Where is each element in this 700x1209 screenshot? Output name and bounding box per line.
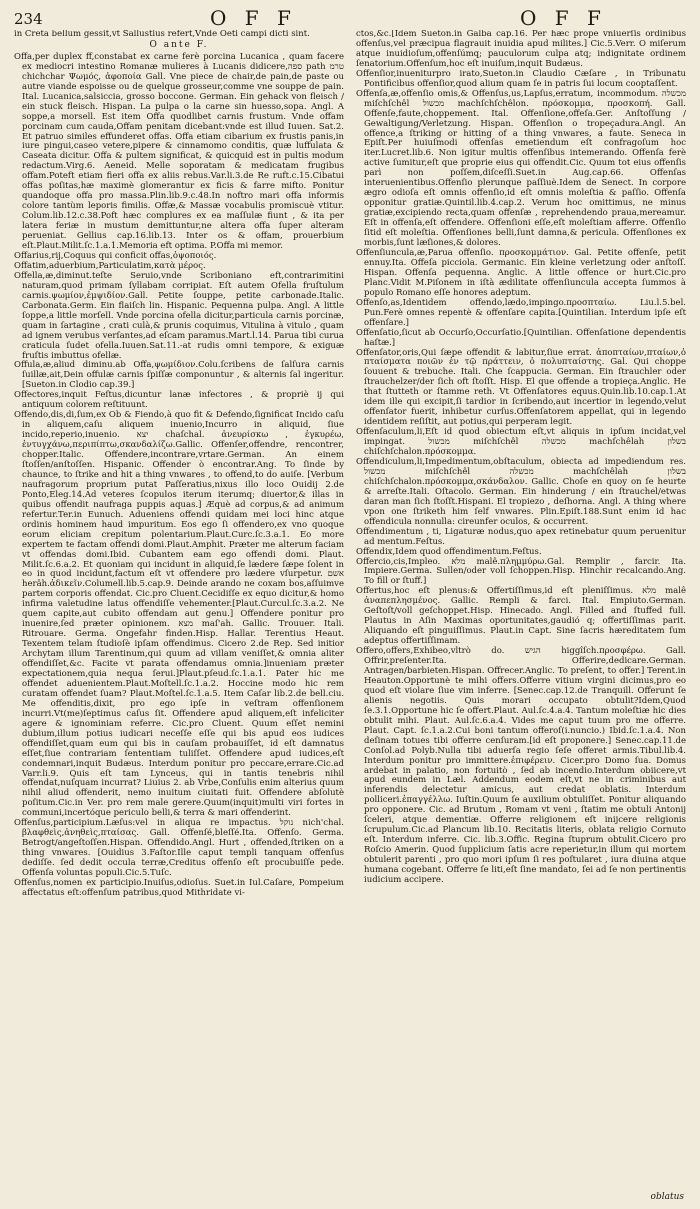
dictionary-entry: Offenſo,as,Identidem offendo,lædo,impingo.προσπταίω. Liu.l.5.bel. Pun.Ferè omnes repentè & offenſare capita.[Quintilian. Interdum ipſe eſt offenſare.] — [356, 297, 686, 328]
dictionary-entry: ctos,&c.[Idem Sueton.in Galba cap.16. Per hæc prope vniuerſis ordinibus offenſus,vel præcipua flagrauit inuidia apud milites.] Cic.5.Verr. O miſerum atque inuidioſum,offenſúmq; pauculorum culpa atq; indignitate ordinem ſenatorium.Offenſum,hoc eſt inuiſum,inquit Budæus. — [356, 30, 686, 69]
dictionary-entry: Offenſus,participium.Læſus:vel in aliqua re impactus. נוקל nich'chal. βλαφθεὶς,ἀνηθεὶς,πταίσας. Gall. Offenſé,bleſſé.Ita. Offenſo. Germa. Betrogt/angeſtoſſen.Hispan. Offendido.Angl. Hurt , offended,ſtriken on a thing vnwares. [Ouidius 3.Faſtor.Ille caput templi tanquam offenſus dediſſe. ſed dedit occula terræ,Creditus offenſo eſt procubuiſſe pede. Offenſa voluntas populi.Cic.5.Tuſc. — [14, 818, 344, 879]
dictionary-entry: Offenſiuncula,æ,Parua offenſio. προσκομμάτιον. Gal. Petite offenſe, petit ennuy.Ita. Offeſa picciola. Germanic. Ein kleine verletzung oder anſtoſſ. Hispan. Offenſa pequenna. Anglic. A little offence or hurt.Cic.pro Planc.Vidit M.Piſonem in iſtà ædilitate offenſiuncula accepta ſummos à populo Romano eſſe honores adeptum. — [356, 247, 686, 298]
dictionary-entry: Offarius,rij,Coquus qui conficit offas,ὁψοποιός. — [14, 250, 217, 261]
dictionary-entry: Offectores,inquit Feſtus,dicuntur lanæ infectores , & propriè ij qui antiquum colorem reſtituunt. — [14, 390, 344, 411]
dictionary-entry: Offertus,hoc eſt plenus:& Offertiſſimus,id eſt pleniſſimus. מלא malê ἀναπεπλησμένος. Gallic. Rempli & farci. Ital. Empiuto.German. Geſtoſt/voll geſchoppet.Hisp. Hinecado. Angl. Filled and ſtuffed full. Plautus in Aſin Maximas oportunitates,gaudió q; offertiſſimas parit. Aliquando eſt pinguiſſimus. Plaut.in Capt. Sine ſacris hæreditatem ſum adeptus offertiſſimam. — [356, 586, 686, 647]
dictionary-entry: Offenſus,nomen ex participio.Inuiſus,odioſus. Suet.in Iul.Caſare, Pompeium affectatus eſt:offenſum patribus,quod Mithridate vi- — [14, 878, 344, 898]
dictionary-entry: Offenſaculum,li,Eſt id quod obiectum eſt,vt aliquis in ipſum incidat,vel impingat. מכשול miſchſchêl מכשלה machſchêlah בשלון chiſchſchalon.πρόσκομμα. — [356, 427, 686, 458]
dictionary-entry: Offercio,cis,Impleo. מלא malê.πλημμύρω.Gal. Remplir , farcir. Ita. Impiere.Germa. Sullen/oder voll ſchoppen.Hisp. Hinchir recalcando.Ang. To fill or ſtuff.] — [356, 556, 686, 587]
dictionary-entry: Offa,per duplex ff,constabat ex carne ferè porcina Lucanica , quam facere ex mediocri intestino Romanæ mulieres à Lucanis didicere,ספה path טרמ chichchar Ψωμός, ἀφοποία Gall. Vne piece de chair,de pain,de paste ou autre viande espoisse ou de quelque grosseur,comme vne souppe de pain. Ital. Lucanica,salsiccia, grosso boccone. German. Ein gehack von fleisch / ein stuck fleisch. Hispan. La pulpa o la carne sin huesso,sopa. Angl. A soppe,a morsell. Est item Offa quodlibet carnis frustum. Vnde offam porcinam cum cauda,Offam penitam dicebant:vnde est illud Iuuen. Sat.2. Et patruo similes effunderet offas. Offa etiam cibarium ex frustis panis,in iure pingui,caseo vetere,pipere & cinnamomo conditis, quæ luffulata & Caseata dicitur. Offa & pultem significat, & quicquid est in pultis modum redactum.Virg.6. Aeneid. Melle soporatam & medicatam frugibus offam.Poteft etiam fieri offa ex aliis rebus.Var.li.3.de Re ruft.c.15.Cibatui offas poſitas,hæ maximè glomerantur ex ficis & farre mifto. Ponitur quandoque offa pro massa.Plin.lib.9.c.48.In noftro mari offa informis colore tantùm leporis fimilis. Offæ,& Massæ vocabulis promiscuè vtitur. Colum.lib.12.c.38.Poft hæc complures ex ea maſſulæ fiunt , & ita per latera feriæ in mustum demittuntur,ne altera offa ſuper alteram perueniat. Gellius cap.16.lib.13. Inter os & offam, prouerbium eſt.Plaut.Milit.ſc.1.a.1.Memoria eft optima. P.Offa mi memor. — [14, 51, 344, 252]
dictionary-entry: Offero,offers,Exhibeo,vltrò do. הגיש higgîſch.προσφέρω. Gall. Offrir,preſenter.Ita. Offerire,dedicare.German. Antragen/barbieten.Hispan. Offrecer.Anglic. To preſent, to offer.] Terent.in Heauton.Opportunè te mihi offers.Offerre vitium virgini dicimus,pro eo quod eſt violare ſiue vim inferre. [Senec.cap.12.de Tranquill. Offerunt ſe alienis negotiis. Quis morari occupato obtulit?Idem,Quod ſe.3.1.Opportune hic ſe offert.Plaut. Aul.ſc.4.a.4. Tantum moleſtiæ hic dies obtulit mihi. Plaut. Aul.ſc.6.a.4. Vides me caput tuum pro me offerre. Plaut. Capt. ſc.1.a.2.Cui boni tantum offeroſ(i.nuncio.) Ibid.ſc.1.a.4. Non deſinam totues tibi offerre cenſuram.[id eſt proponere.] Senec.cap.11.de Conſol.ad Polyb.Nulla tibi aduerſa regio ſeſe offeret armis.Tibul.lib.4. Interdum ponitur pro immittere.ἐπιφέρειν. Cicer.pro Domo ſua. Domus ardebat in palatio, non fortuitò , ſed ab incendio.Interdum obiicere,vt apud eundem in Læl. Addendum eodem eſt,vt ne in criminibus aut inferendis delectetur amicus, aut credat oblatis. Interdum polliceri.ἐπαγγέλλω. Iuſtin.Quum ſe auxilium obtuliſſet. Ponitur aliquando pro opponere. Cic. ad Brutum , Romam vt veni , ſtatim me obtuli Antonij ſceleri, atque dementiæ. Offerre religionem eſt inijcere religionis ſcrupulum.Cic.ad Plancum lib.10. Recitatis literis, oblata religio Cornuto eſt. Interdum inferre. Cic. lib.3.Offic. Regina ſtuprum obtulit.Cicero pro Roſcio Amerin. Quod ſupplicium ſatis acre reperietur,in illum qui mortem obtulerit parenti , pro quo mori ipſum ſi res poſtularet , iura diuina atque humana cogebant. Offerre ſe liti,eſt ſine mandato, ſei ad ſe non pertinentis iudicium accipere. — [356, 646, 686, 886]
dictionary-entry: Offenſa,æ,offenſio omis,& Offenſus,us,Lapſus,erratum, incommodum. מכשלה miſchſchêl מכשול machſchſchêlon. πρόσκομμα, προσκοπή. Gall. Offenſe,faute,choppement. Ital. Offenſione,offeſa.Ger. Anſtoſſung / Gewaltigung/Verletzung. Hispan. Offenſion o tropeçadura.Angl. An offence,a ſtriking or hitting of a thing vnwares, a faute. Seneca in Epiſt.Per huiuſmodi offenſas emetiendum eſt confragoſum hoc iter.Lucret.lib.6. Non igitur multis offenſibus intemerando. Offenſa ferè active ſumitur,eſt que proprie eius qui offendit.Cic. Quum tot eius offenſis parì non poſſem,diſceſſi.Suet.in Aug.cap.66. Offenſas interuenientibus.Offenſio plerunque paſſiuè.Idem de Senect. In corpore ægro odioſa eſt omnis offenſio,id eſt omnis moleſtia & paſſio. Offenſa opponitur gratiæ.Quintil.lib.4.cap.2. Verum hoc omittimus, ne minus gratiæ,excipiendo recta,quam offenſæ , reprehendendo praua,mereamur. Eſt in offenſa,eſt offendere. Offenſioni eſſe,eſt moleſtiam afferre. Offenſio ſitid eſt moleſtia. Offenſiones belli,ſunt damna,& pericula. Offenſiones ex morbis,ſunt læſiones,& dolores. — [356, 88, 686, 249]
dictionary-entry: Offendo,dis,di,ſum,ex Ob & Fiendo,à quo fit & Defendo,ſignificat Incido caſu in aliquem,caſu aliquem inuenio,Incurro in aliquid, ſiue incido,reperio,inuenio. יצא chaſchal. ἀνευρίσκω , ἐγκυρέω, ἐντυγχάνω,περιπίπτω,σκανδαλίζω.Gallic. Offenſer,offendre, rencontrer, chopper.Italic. Offendere,incontrare,vrtare.German. An einem ſtoſſen/anſtoſſen. Hispanic. Offender ò encontrar.Ang. To ſinde by chaunce, to ſtrike and hit a thing vnwares , to offend,to do auiſe. [Verbum naufragorum proprium putat Paſſeratius,nixus illo loco Ouidij 2.de Ponto,Eleg.14.Ad veteres ſcopulos iterum iterumq; diuertor,& illas in quibus offendit naufraga puppis aquas.] Æquè ad corpus,& ad animum refertur.Ter.in Eunuch. Adueniens offendi quidam mei loci hinc atque ordinis hominem haud impuritum. Eos ego ſi offendero,ex vno quoque eorum eliciam crepitum polentarium.Plaut.Curc.ſc.3.a.1. Eo more expertem te factam offendi domi.Plaut.Amphit. Præter me alterum faciam vt offendas domi.Ibid. Cubantem eam ego offendi domi. Plaut. Milit.ſc.6.a.2. Et quoniam qui incidunt in aliquid,ſe lædere ſæpe ſolent in eo in quod incidunt,factum eſt vt offendere pro lædere vſurpetur. אשם herâh.ἀδικεῖν.Columell.lib.5.cap.9. Deinde arando ne coxam bos,aſſuimve partem corporis offendat. Cic.pro Cluent.Cecidiſſe ex equo dicitur,& homo infirma valetudine latus offendiſſe vehementer.[Plaut.Curcul.ſc.3.a.2. Ne quem capite,aut cubito offendam aut genu.] Offendere ponitur pro inuenire,ſed præter opinionem. מצא maſ'ah. Gallic. Trouuer. Itali. Ritrouare. Germa. Ongefahr finden.Hisp. Hallar. Terentius Heaut. Texentem telam ſtudioſè ipſam offendimus. Cicero 2.de Rep. Sed initior Archytam illum Tarentinum,qui quum ad villam veniſſet,& omnia aliter offendiſſet,&c. Facite vt parata offendamus omnia.]inueniam præter expectationem,quia nequa ſerui.]Plaut.pſeud.ſc.1.a.1. Pater hic me offendet aduenientem.Plaut.Moſtell.ſc.1.a.2. Hoccine modo hic rem curatam offendet ſuam? Plaut.Moſtel.ſc.1.a.5. Item Caſar lib.2.de bell.ciu. Me offenditis,dixit, pro ego ipſe in veſtram offenſionem incurri.Vt(me)ſeptimus caſus ſit. Offendere apud aliquem,eſt infeliciter agere & ignominiam referre. Cic.pro Cluent. Quum eſſet nemini dubium,illum potius iudicari neceſſe eſſe qui bis apud eos iudices offendiſſet,quam eum qui bis in cauſam probauiſſet, id eſt damnatus eſſet,ſiue contrariam ſententiam tuliſſet. Offendere apud iudices,eſt condemnari,inquit Budæus. Interdum ponitur pro peccare,errare.Cic.ad Varr.li.9. Quis eſt tam Lynceus, qui in tantis tenebris nihil offendat,nuſquam incurrat? Liuius 2. ab Vrbe,Conſulis enim alterius quum nihil aliud offenderit, nemo inuitum ciuitati fuit. Offendere abſolutè poſitum.Cic.in Ver. pro rem male gerere.Quum(inquit)multi viri fortes in communi,incertóque periculo belli,& terra & mari offenderint. — [14, 410, 344, 819]
catchword: oblatus — [650, 1192, 684, 1202]
dictionary-entry: Offendimentum , ti, Ligaturæ nodus,quo apex retinebatur quum peruenitur ad mentum.Feſtus. — [356, 526, 686, 547]
section-heading: O ante F. — [149, 39, 209, 50]
dictionary-entry: Offenſior,inueniturpro irato,Sueton.in Claudio Cæſare , in Tribunatu Pontificibus offenſior,quod alium quam ſe in patris ſui locum cooptaſſent. — [356, 68, 686, 89]
dictionary-entry: Offenſator,oris,Qui ſæpe offendit & labitur,ſiue errat. ἀποπταίων,πταίων,ὁ πταίσματα ποιῶν ἐν τῷ πράττειν, ὁ πολυπταίστης. Gal. Qui choppe ſouuent & trebuche. Itali. Che ſcappucia. German. Ein ſtrauchler oder ſtrauchelzer/der ſich oft ſtoſſt. Hisp. El que offende a tropieça.Anglic. He that ſtutteth or ſtamme reth. Vt Offenſatores equus.Quin.lib.10.cap.1.At idem ille qui excipit,ſi tardior in ſcribendo,aut incertior in legendo,velut offenſator fuerit, inhibetur curſus.Offenſatorem appellat, qui in legendo identidem reſiſtit, aut potius,qui perperam legit. — [356, 347, 686, 428]
dictionary-entry: Offendix,Idem quod offendimentum.Feſtus. — [356, 546, 542, 557]
dictionary-entry: Offatim,aduerbium,Particulatim,κατὰ μέρος. — [14, 260, 206, 271]
right-column — [356, 30, 686, 1198]
page-number: 234 — [14, 10, 43, 28]
dictionary-entry: Offendiculum,li,Impedimentum,obſtaculum, obiecta ad impediendum res. מכשול miſchſchêl מכשלה machſchêlah בשלון chiſchſchalon.πρόσκομμα,σκάνδαλον. Gallic. Choſe en quoy on ſe heurte & arreſte.Itali. Oſtacolo. German. Ein hinderung / ein ſtrauchel/etwas daran man ſich ſtoſſt.Hispani. El tropiezo , deſhorna. Angl. A thing where vpon one ſtriketh him ſelf vnwares. Plin.Epiſt.188.Sunt enim id hac offendicula nonnulla: cireunfer oculos, & occurrent. — [356, 456, 686, 527]
page-header — [0, 0, 700, 32]
dictionary-entry: Offella,æ,diminut.teſte Seruio,vnde Scriboniano eft,contrarimitini naturam,quod primam ſyllabam corripiat. Eſt autem Ofella fruſtulum carnis.ψωμίον,ἐμψιδίον.Gall. Petite ſouppe, petite carbonade.Italic. Carbonata.Germ. Ein flaiſch lin. Hispanic. Pequenna pulpa. Angl. A little ſoppe,a little morſell. Vnde porcina ofella dicitur,particula carnis porcinæ, quam in ſartagine , crati culà,& prunis coquimus, Vitulina à vitulo , quam ad ignem verubus verſantes,ad eſcam paramus.Mart.l.14. Parua tibi curua craticula ſudet ofella.Iuuen.Sat.11.-at rudis omni tempore, & exiguæ fruſtis imbuttus ofellæ. — [14, 270, 344, 361]
dictionary-entry: Offula,æ,aliud diminu.ab Offa,ψωμίδιον.Colu.ſcribens de ſalſura carnis ſuillæ,ait,Dein offulæ carnis ſpiſſæ componuntur , & alternis ſal ingeritur.[Sueton.in Clodio cap.39.] — [14, 360, 344, 391]
dictionary-entry: Offenſatio,ſicut ab Occurſo,Occurſatio.[Quintilian. Offenſatione dependentis haſtæ.] — [356, 327, 686, 348]
intro-text: in Creta bellum gessit,vt Sallustius refert,Vnde Oeti campi dicti sint. — [14, 30, 310, 39]
left-running-head: O F F — [210, 6, 297, 30]
right-running-head: O F F — [520, 6, 607, 30]
left-column — [14, 30, 344, 1198]
